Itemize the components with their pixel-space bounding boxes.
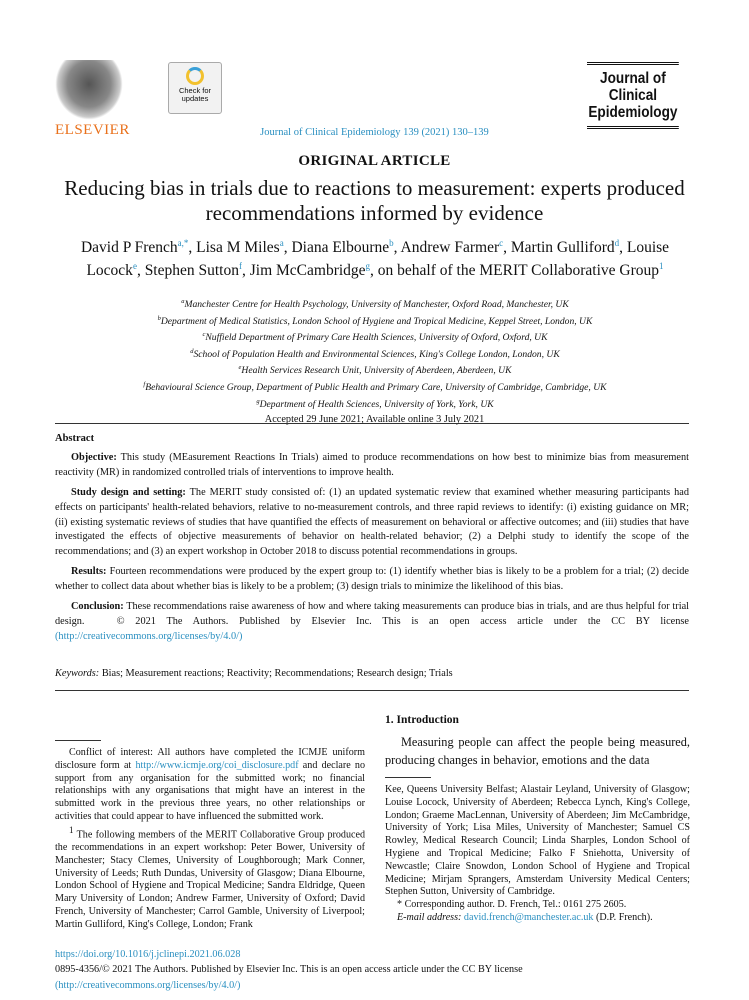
author-list: David P French$^{a,*}$, Lisa M Miles$^a$, Diana Elbourne$^b$, Andrew Farmer$^c$, Martin Gulliford$^d$, Louise Locock$^e$, Stephen Sutton$^f$, Jim McCambridge$^g$, on behalf of the MERIT Collaborative Group$^1$: [80, 238, 670, 280]
affiliation-mark: b: [389, 238, 394, 248]
design-label: Study design and setting:: [71, 486, 186, 498]
objective: [55, 451, 689, 481]
email-label: E-mail address:: [397, 911, 462, 923]
section-heading: 1. Introduction: [385, 714, 459, 726]
journal-logo: Journal of Clinical Epidemiology: [587, 62, 679, 129]
email-link[interactable]: david.french@manchester.ac.uk: [463, 911, 594, 923]
coi-text: Conflict of interest: All authors have completed the ICMJE uniform disclosure form at: [55, 747, 365, 771]
affiliation-text: Department of Health Sciences, University of York, York, UK: [259, 398, 494, 410]
bookmark-icon: [186, 67, 204, 85]
article-title: Reducing bias in trials due to reactions to measurement: experts produced recommendations informed by evidence: [64, 176, 685, 225]
affiliation-text: Department of Medical Statistics, London School of Hygiene and Tropical Medicine, Keppel Street, London, UK: [160, 315, 593, 327]
affiliation-mark: e: [132, 261, 137, 272]
author: Martin Gulliford: [510, 239, 615, 257]
email-suffix: (D.P. French).: [593, 911, 653, 923]
author: Andrew Farmer: [400, 239, 500, 257]
affiliation-key: g: [256, 397, 260, 405]
results-label: Results:: [71, 566, 107, 578]
author: on behalf of the MERIT Collaborative Group: [377, 262, 660, 280]
issn-copyright: 0895-4356/© 2021 The Authors. Published by Elsevier Inc. This is an open access article under the CC BY license: [55, 964, 523, 976]
corresponding-author: [385, 899, 690, 925]
divider: [55, 423, 689, 424]
copyright: © 2021 The Authors. Published by Elsevier Inc. This is an open access article under the CC BY license: [116, 615, 689, 627]
affiliation-text: Nuffield Department of Primary Care Health Sciences, University of Oxford, Oxford, UK: [205, 332, 548, 344]
results: [55, 565, 689, 595]
affiliation-text: Behavioural Science Group, Department of Public Health and Primary Care, University of Cambridge, Cambridge, UK: [145, 382, 607, 394]
affiliation-text: Manchester Centre for Health Psychology, University of Manchester, Oxford Road, Manchester, UK: [184, 299, 569, 311]
affiliation: [55, 378, 695, 395]
footnote-rule: [385, 777, 431, 778]
coi-text: and declare no support from any organisation for the submitted work; no financial relationships with any organisations that might have an interest in the submitted work in the previous three years, no other relationships or activities that could appear to have influenced the submitted work.: [55, 759, 365, 822]
article-type: ORIGINAL ARTICLE: [298, 153, 451, 169]
affiliation-key: a: [181, 298, 185, 305]
affiliation-text: School of Population Health and Environmental Sciences, King's College London, London, UK: [193, 348, 560, 360]
intro-text: Measuring people can affect the people being measured, producing changes in behavior, emotions and the data: [385, 735, 690, 767]
footnote-mark: 1: [69, 824, 74, 835]
affiliation: [55, 395, 695, 412]
affiliation-mark: f: [238, 261, 242, 272]
publisher-name: ELSEVIER: [55, 122, 130, 138]
footnote-rule: [55, 740, 101, 741]
affiliation: [55, 345, 695, 362]
author: Louise Locock: [86, 239, 670, 280]
article-dates: Accepted 29 June 2021; Available online 3 July 2021: [264, 414, 485, 425]
keywords-text: Bias; Measurement reactions; Reactivity; Recommendations; Research design; Trials: [101, 668, 453, 679]
affiliation-key: e: [238, 364, 242, 372]
affiliation: [55, 312, 695, 329]
author: Diana Elbourne: [291, 239, 390, 257]
group-footnote: [55, 824, 365, 932]
doi-link[interactable]: https://doi.org/10.1016/j.jclinepi.2021.06.028: [55, 949, 241, 960]
affiliation-mark: a: [279, 238, 284, 248]
journal-citation-link[interactable]: Journal of Clinical Epidemiology 139 (2021) 130–139: [260, 127, 489, 138]
objective-text: This study (MEasurement Reactions In Trials) aimed to produce recommendations on how best to minimize bias from measurement reactivity (MR) in randomized controlled trials of interventions to improve health.: [55, 451, 690, 478]
divider: [55, 690, 689, 691]
affiliation-mark: 1: [659, 261, 664, 272]
footnote-mark: *: [397, 899, 403, 911]
corr-text: Corresponding author. D. French, Tel.: 0161 275 2605.: [404, 899, 627, 911]
conclusion-text: These recommendations raise awareness of how and where taking measurements can produce bias in trials, and are thus helpful for trial design.: [55, 601, 689, 627]
affiliation: [55, 295, 695, 312]
affiliation-key: c: [202, 331, 206, 339]
affiliation-key: d: [190, 347, 194, 355]
affiliation: [55, 361, 695, 378]
affiliation-mark: c: [499, 238, 504, 248]
icmje-link[interactable]: http://www.icmje.org/coi_disclosure.pdf: [135, 759, 299, 771]
affiliation: [55, 328, 695, 345]
author: Jim McCambridge: [249, 262, 366, 280]
abstract-heading: Abstract: [55, 433, 95, 444]
affiliation-key: b: [157, 314, 161, 322]
objective-label: Objective:: [71, 451, 117, 463]
right-column: [385, 714, 690, 925]
group-members: The following members of the MERIT Collaborative Group produced the recommendations in an expert workshop: Peter Bower, University of Manchester; Stacy Clemes, University of Loughborough; Mark Conner, University of Leeds; Ruth Dundas, University of Glasgow; Diana Elbourne, London School of Hygiene and Tropical Medicine; Sandra Eldridge, Queen Mary University of London; Andrew Farmer, University of Oxford; David French, University of Manchester; Carrol Gamble, University of Liverpool; Martin Gulliford, King's College, London; Frank: [55, 829, 366, 930]
affiliation-mark: d: [614, 238, 620, 248]
abstract: [55, 432, 689, 650]
affiliation-mark: g: [365, 261, 371, 272]
affiliation-key: f: [143, 380, 146, 388]
design-text: The MERIT study consisted of: (1) an updated systematic review that examined whether measuring participants had effects on participants' health-related behaviors, relative to no-measurement controls, and three rapid reviews to identify: (i) existing guidance on MR; (ii) existing systematic reviews of studies that have quantified the effects of measurement on behavioral or affective outcomes; and (iii) studies that have investigated the effects of objective measurements of behavior on health-related behavior; (2) a Delphi study to identify the scope of the recommendations; and (3) an expert workshop in October 2018 to discuss potential recommendations in groups.: [55, 486, 690, 558]
affiliations: [55, 295, 695, 411]
group-members-continued: Kee, Queens University Belfast; Alastair Leyland, University of Glasgow; Louise Locock, University of Aberdeen; Rebecca Lynch, King's College, London; Graeme MacLennan, University of Aberdeen; Jim McCambridge, University of York; Lisa Miles, University of Manchester; Samuel CS Rowley, Medical Research Council; Linda Sharples, London School of Hygiene and Tropical Medicine; Falko F Sniehotta, University of Newcastle; Claire Snowdon, London School of Hygiene and Tropical Medicine; Mirjam Sprangers, Amsterdam University Medical Centers; Stephen Sutton, University of Cambridge.: [385, 784, 690, 898]
check-for-updates-button[interactable]: [168, 62, 222, 114]
footnotes-left: [55, 740, 365, 932]
license-link[interactable]: (http://creativecommons.org/licenses/by/4.0/): [55, 979, 241, 991]
conclusion: [55, 600, 689, 645]
author: Lisa M Miles: [196, 239, 280, 257]
conflict-of-interest: [55, 747, 365, 824]
conclusion-label: Conclusion:: [71, 601, 124, 613]
check-updates-label: Check for updates: [178, 86, 212, 103]
study-design: [55, 486, 689, 561]
results-text: Fourteen recommendations were produced by the expert group to: (1) identify whether bias is likely to be a problem for a trial; (2) decide whether to collect data about whether bias is likely to be a problem; (3) design trials to minimize the likelihood of this bias.: [55, 566, 689, 593]
keywords-label: Keywords:: [55, 668, 100, 679]
affiliation-text: Health Services Research Unit, University of Aberdeen, Aberdeen, UK: [241, 365, 512, 377]
author: Stephen Sutton: [144, 262, 239, 280]
keywords: [55, 668, 453, 679]
affiliation-mark: a,*: [177, 238, 189, 248]
tree-icon: [55, 60, 123, 120]
author: David P French: [80, 239, 178, 257]
footer: [55, 947, 523, 993]
license-link[interactable]: (http://creativecommons.org/licenses/by/4.0/): [55, 630, 243, 642]
